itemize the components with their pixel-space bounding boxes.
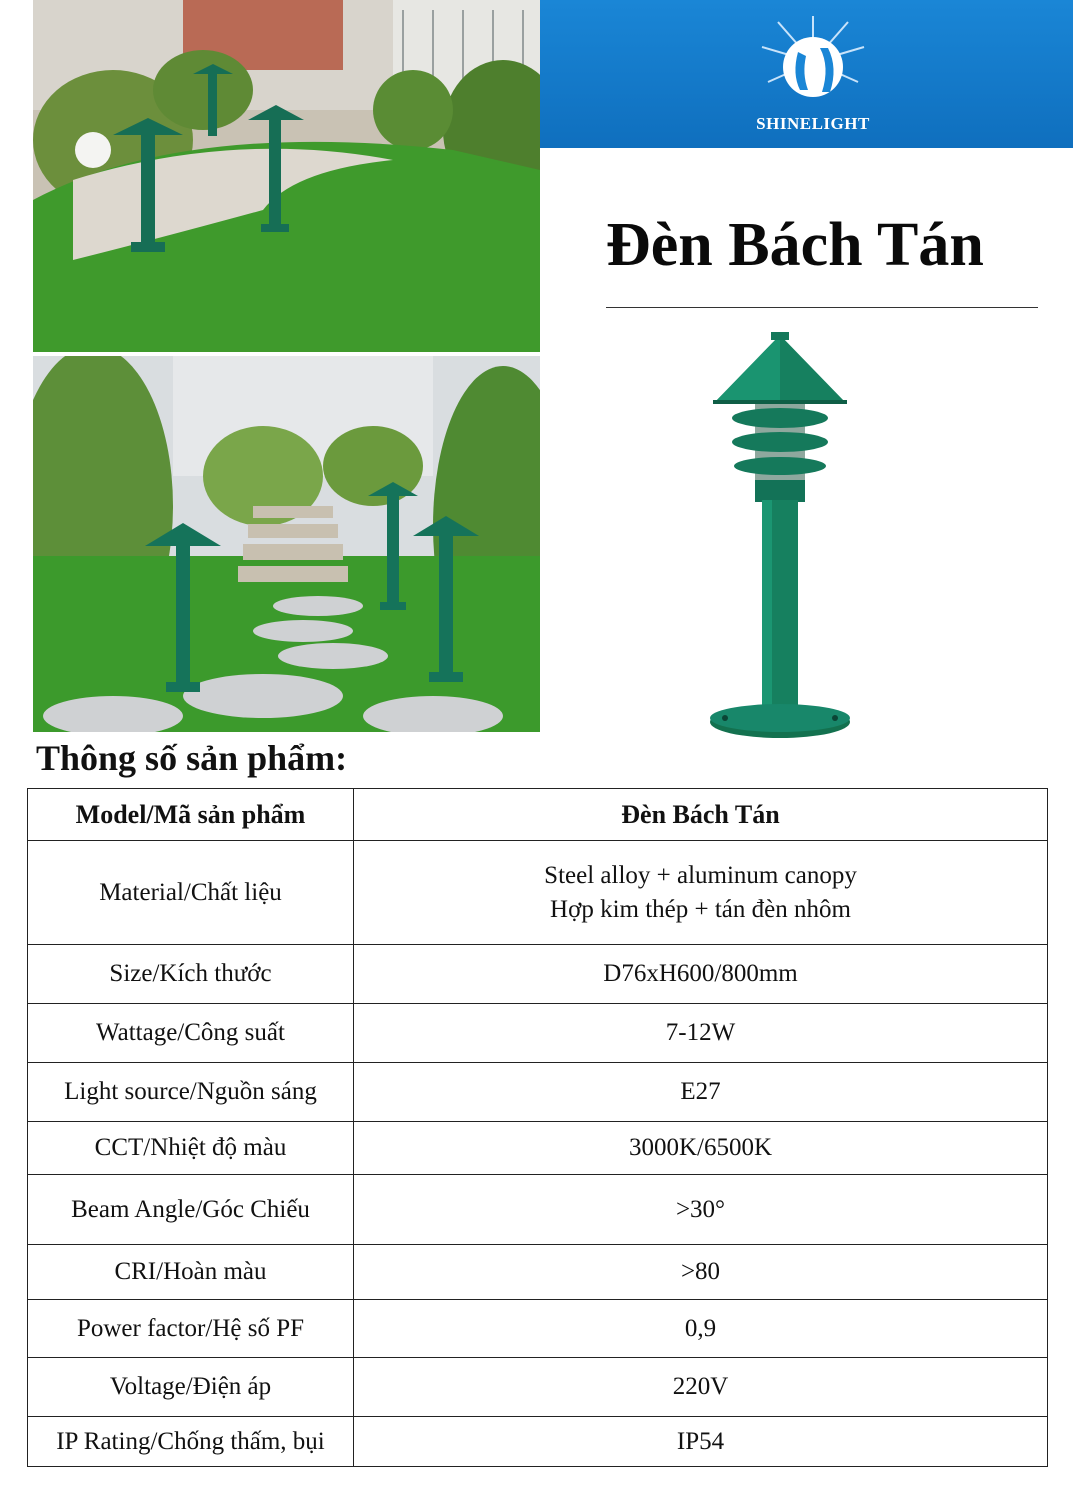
spec-label: CRI/Hoàn màu [28, 1245, 354, 1300]
table-row [28, 1245, 1048, 1300]
spec-label: IP Rating/Chống thấm, bụi [28, 1417, 354, 1467]
spec-heading: Thông số sản phẩm: [36, 738, 348, 778]
table-row [28, 789, 1048, 841]
spec-value: 7-12W [354, 1004, 1048, 1063]
garden-lawn-photo [33, 0, 540, 352]
spec-value: E27 [354, 1063, 1048, 1122]
table-row [28, 1063, 1048, 1122]
spec-value [354, 841, 1048, 945]
page-title: Đèn Bách Tán [606, 211, 984, 279]
table-row [28, 841, 1048, 945]
spec-value: IP54 [354, 1417, 1048, 1467]
table-row [28, 1004, 1048, 1063]
spec-value: 220V [354, 1358, 1048, 1417]
shinelight-logo [748, 12, 878, 140]
spec-value: D76xH600/800mm [354, 945, 1048, 1004]
title-divider [606, 307, 1038, 308]
spec-value: >30° [354, 1175, 1048, 1245]
brand-banner [540, 0, 1073, 148]
brand-name: SHINELIGHT [756, 114, 870, 133]
spec-label: Voltage/Điện áp [28, 1358, 354, 1417]
spec-label: Power factor/Hệ số PF [28, 1300, 354, 1358]
bollard-lamp-icon [705, 330, 855, 750]
spec-label: Model/Mã sản phẩm [28, 789, 354, 841]
table-row [28, 1122, 1048, 1175]
spec-label: Material/Chất liệu [28, 841, 354, 945]
table-row [28, 1417, 1048, 1467]
product-lamp-image [705, 330, 855, 750]
spec-value: >80 [354, 1245, 1048, 1300]
spec-value-line: Hợp kim thép + tán đèn nhôm [550, 895, 851, 923]
garden-path-photo [33, 356, 540, 732]
spec-label: Beam Angle/Góc Chiếu [28, 1175, 354, 1245]
spec-value-line: Steel alloy + aluminum canopy [544, 861, 857, 889]
spec-value: 0,9 [354, 1300, 1048, 1358]
spec-label: Size/Kích thước [28, 945, 354, 1004]
spec-value: 3000K/6500K [354, 1122, 1048, 1175]
spec-table [27, 788, 1048, 1467]
table-row [28, 945, 1048, 1004]
table-row [28, 1300, 1048, 1358]
table-row [28, 1175, 1048, 1245]
spec-value: Đèn Bách Tán [354, 789, 1048, 841]
spec-label: Wattage/Công suất [28, 1004, 354, 1063]
spec-label: CCT/Nhiệt độ màu [28, 1122, 354, 1175]
table-row [28, 1358, 1048, 1417]
spec-label: Light source/Nguồn sáng [28, 1063, 354, 1122]
sun-logo-icon [748, 12, 878, 112]
